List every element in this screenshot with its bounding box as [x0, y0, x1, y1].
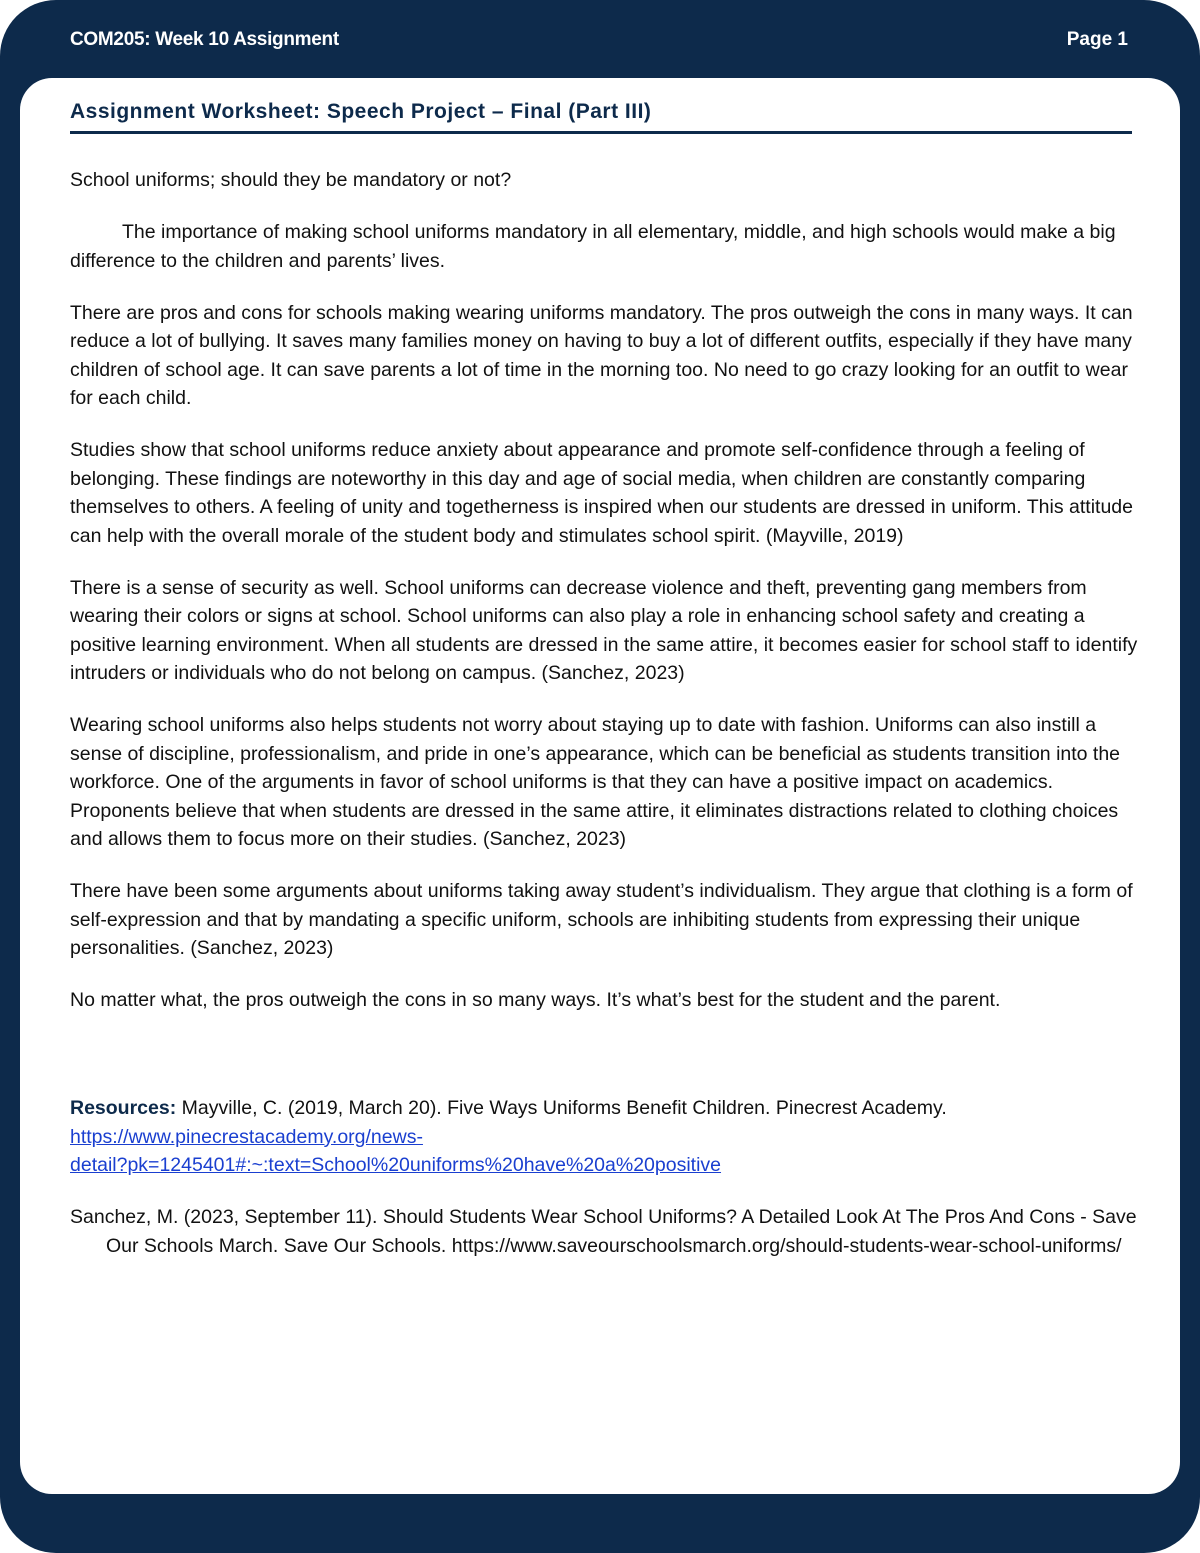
reference-mayville	[70, 1094, 1140, 1180]
essay-paragraph: Wearing school uniforms also helps students not worry about staying up to date with fashion. Uniforms can also instill a sense of discipline, professionalism, and pride in one’s appearance, which can be beneficial as students transition into the workforce. One of the arguments in favor of school uniforms is that they can have a positive impact on academics. Proponents believe that when students are dressed in the same attire, it eliminates distractions related to clothing choices and allows them to focus more on their studies. (Sanchez, 2023)	[70, 714, 1121, 850]
essay-conclusion: No matter what, the pros outweigh the cons in so many ways. It’s what’s best for the student and the parent.	[70, 989, 1001, 1011]
essay-paragraph: There is a sense of security as well. School uniforms can decrease violence and theft, preventing gang members from wearing their colors or signs at school. School uniforms can also play a role in enhancing school safety and creating a positive learning environment. When all students are dressed in the same attire, it becomes easier for school staff to identify intruders or individuals who do not belong on campus. (Sanchez, 2023)	[70, 576, 1138, 684]
worksheet-title: Assignment Worksheet: Speech Project – Final (Part III)	[70, 100, 652, 123]
essay-question: School uniforms; should they be mandatory or not?	[70, 169, 512, 191]
essay-paragraph: There are pros and cons for schools making wearing uniforms mandatory. The pros outweigh the cons in many ways. It can reduce a lot of bullying. It saves many families money on having to buy a lot of different outfits, especially if they have many children of school age. It can save parents a lot of time in the morning too. No need to go crazy looking for an outfit to wear for each child.	[70, 301, 1133, 409]
resources-label: Resources:	[70, 1097, 177, 1119]
essay-body	[70, 166, 1140, 1284]
title-divider	[70, 131, 1132, 134]
spacer	[70, 1038, 1140, 1094]
course-header: COM205: Week 10 Assignment	[70, 29, 339, 50]
reference-sanchez: Sanchez, M. (2023, September 11). Should Students Wear School Uniforms? A Detailed Look At The Pros And Cons - Save Our Schools March. Save Our Schools. https://www.saveourschoolsmarch.org/should-students-wear-school-uniforms/	[70, 1206, 1137, 1257]
worksheet-sheet	[20, 78, 1180, 1494]
page-number: Page 1	[1066, 29, 1128, 50]
essay-paragraph: Studies show that school uniforms reduce anxiety about appearance and promote self-confidence through a feeling of belonging. These findings are noteworthy in this day and age of social media, when children are constantly comparing themselves to others. A feeling of unity and togetherness is inspired when our students are dressed in uniform. This attitude can help with the overall morale of the student body and stimulates school spirit. (Mayville, 2019)	[70, 439, 1133, 547]
pinecrest-link[interactable]	[70, 1126, 721, 1177]
pinecrest-link-line2: detail?pk=1245401#:~:text=School%20uniforms%20have%20a%20positive	[70, 1154, 722, 1176]
pinecrest-link-line1: https://www.pinecrestacademy.org/news-	[70, 1125, 423, 1148]
reference-mayville-text: Mayville, C. (2019, March 20). Five Ways Uniforms Benefit Children. Pinecrest Academy.	[176, 1097, 947, 1119]
essay-paragraph: There have been some arguments about uniforms taking away student’s individualism. They argue that clothing is a form of self-expression and that by mandating a specific uniform, schools are inhibiting students from expressing their unique personalities. (Sanchez, 2023)	[70, 880, 1133, 959]
essay-paragraph: The importance of making school uniforms mandatory in all elementary, middle, and high schools would make a big difference to the children and parents’ lives.	[70, 221, 1116, 272]
